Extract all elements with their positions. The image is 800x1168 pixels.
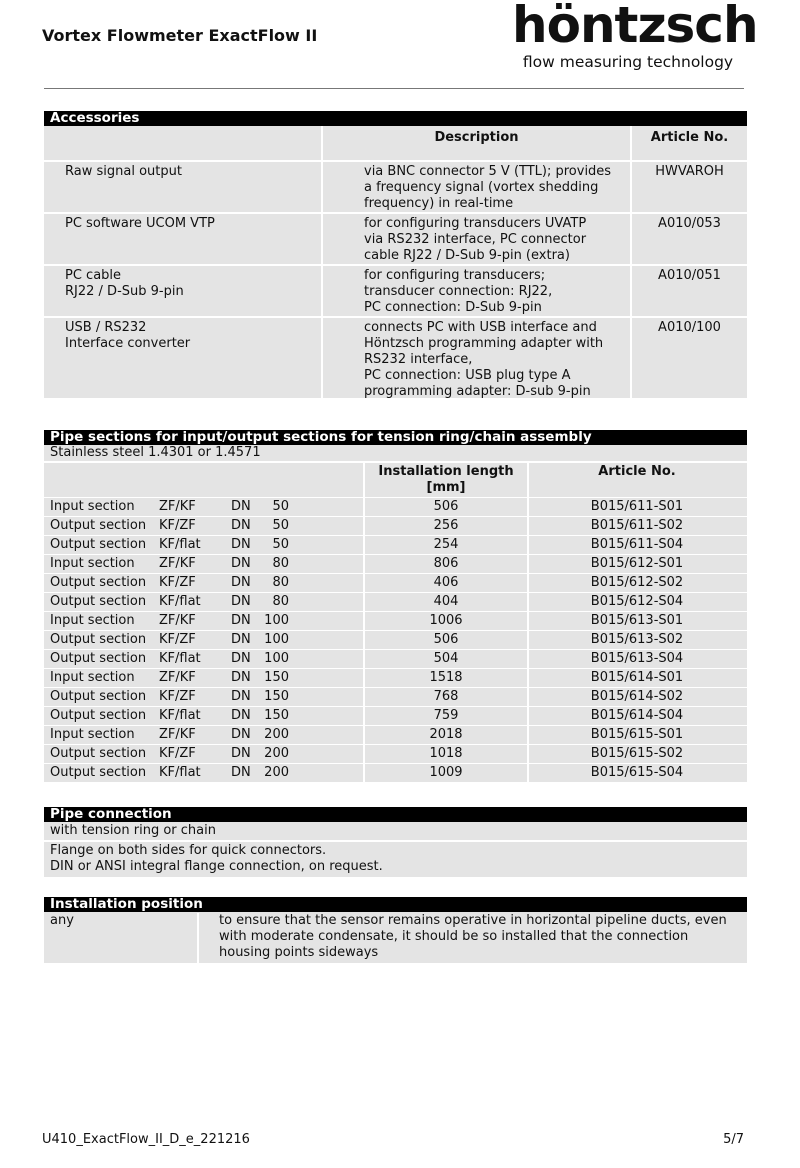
- pipe-section-designation: [44, 631, 365, 649]
- connection-type: KF/flat: [159, 765, 201, 780]
- nominal-diameter: 150: [264, 689, 289, 704]
- installation-text-line: with moderate condensate, it should be so installed that the connection: [219, 929, 689, 944]
- section-type: Input section: [50, 499, 135, 514]
- column-article-no: Article No.: [650, 130, 729, 145]
- installation-position-text: [199, 913, 739, 963]
- nominal-diameter: 100: [264, 651, 289, 666]
- pipe-sections-header-row: [44, 463, 747, 497]
- nominal-diameter: 50: [272, 537, 289, 552]
- installation-length: 1009: [365, 764, 529, 782]
- pipe-connection-table: [44, 807, 747, 877]
- nominal-diameter: 80: [272, 594, 289, 609]
- connection-type: ZF/KF: [159, 556, 196, 571]
- accessory-description-line: via RS232 interface, PC connector: [364, 232, 587, 247]
- pipe-sections-body: [44, 498, 747, 782]
- pipe-connection-line-1: with tension ring or chain: [44, 822, 747, 842]
- accessory-description: [323, 214, 632, 264]
- connection-type: KF/flat: [159, 708, 201, 723]
- accessory-row: [44, 266, 747, 318]
- accessory-row: [44, 214, 747, 266]
- pipe-section-article-no: B015/611-S02: [590, 518, 684, 533]
- pipe-section-row: [44, 517, 747, 535]
- accessory-description-line: for configuring transducers UVATP: [364, 216, 587, 231]
- connection-type: ZF/KF: [159, 670, 196, 685]
- nominal-diameter: 200: [264, 746, 289, 761]
- hontzsch-logo: [512, 0, 758, 72]
- pipe-section-designation: [44, 517, 365, 535]
- installation-length: 406: [365, 574, 529, 592]
- nominal-diameter-label: DN: [231, 575, 251, 590]
- nominal-diameter: 150: [264, 708, 289, 723]
- pipe-section-designation: [44, 536, 365, 554]
- accessory-name: [44, 318, 323, 398]
- pipe-section-designation: [44, 726, 365, 744]
- accessory-description-line: RS232 interface,: [364, 352, 473, 367]
- connection-type: KF/ZF: [159, 518, 196, 533]
- pipe-section-article-no: B015/612-S02: [590, 575, 684, 590]
- section-type: Input section: [50, 613, 135, 628]
- pipe-section-designation: [44, 593, 365, 611]
- pipe-section-designation: [44, 612, 365, 630]
- pipe-connection-line-2: Flange on both sides for quick connectors.: [50, 843, 327, 858]
- accessory-description-line: transducer connection: RJ22,: [364, 284, 553, 299]
- accessory-description-line: a frequency signal (vortex shedding: [364, 180, 599, 195]
- pipe-section-article-no: B015/614-S01: [590, 670, 684, 685]
- accessories-table: [44, 111, 747, 400]
- pipe-section-row: [44, 707, 747, 725]
- accessory-name: [44, 266, 323, 316]
- nominal-diameter-label: DN: [231, 670, 251, 685]
- accessory-name-line: PC cable: [65, 268, 122, 283]
- accessory-name: [44, 162, 323, 212]
- nominal-diameter: 50: [272, 518, 289, 533]
- pipe-section-row: [44, 726, 747, 744]
- pipe-section-row: [44, 536, 747, 554]
- pipe-section-article-no: B015/612-S04: [590, 594, 684, 609]
- installation-length: 759: [365, 707, 529, 725]
- pipe-section-article-no: B015/615-S01: [590, 727, 684, 742]
- connection-type: KF/flat: [159, 594, 201, 609]
- pipe-section-designation: [44, 555, 365, 573]
- nominal-diameter-label: DN: [231, 632, 251, 647]
- section-type: Output section: [50, 537, 147, 552]
- pipe-section-row: [44, 498, 747, 516]
- nominal-diameter: 150: [264, 670, 289, 685]
- nominal-diameter: 100: [264, 632, 289, 647]
- nominal-diameter-label: DN: [231, 499, 251, 514]
- installation-length: 404: [365, 593, 529, 611]
- accessory-description-line: connects PC with USB interface and: [364, 320, 597, 335]
- pipe-section-row: [44, 631, 747, 649]
- pipe-section-article-no: B015/614-S04: [590, 708, 684, 723]
- section-type: Output section: [50, 765, 147, 780]
- accessory-name: [44, 214, 323, 264]
- section-type: Output section: [50, 632, 147, 647]
- pipe-section-designation: [44, 669, 365, 687]
- installation-length: 254: [365, 536, 529, 554]
- nominal-diameter: 200: [264, 727, 289, 742]
- pipe-connection-details: [44, 842, 747, 877]
- pipe-section-article-no: B015/613-S01: [590, 613, 684, 628]
- nominal-diameter-label: DN: [231, 594, 251, 609]
- accessory-name-line: Raw signal output: [65, 164, 182, 179]
- pipe-section-designation: [44, 650, 365, 668]
- logo-wordmark: höntzsch: [512, 0, 758, 54]
- section-type: Input section: [50, 727, 135, 742]
- pipe-section-article-no: B015/614-S02: [590, 689, 684, 704]
- installation-position-heading: Installation position: [44, 897, 747, 912]
- pipe-section-designation: [44, 688, 365, 706]
- footer-document-id: U410_ExactFlow_II_D_e_221216: [42, 1132, 250, 1147]
- installation-text-line: housing points sideways: [219, 945, 379, 960]
- nominal-diameter-label: DN: [231, 613, 251, 628]
- accessory-description: [323, 318, 632, 398]
- section-type: Output section: [50, 518, 147, 533]
- accessory-description-line: PC connection: USB plug type A: [364, 368, 571, 383]
- pipe-section-designation: [44, 574, 365, 592]
- nominal-diameter-label: DN: [231, 689, 251, 704]
- pipe-section-row: [44, 745, 747, 763]
- pipe-section-row: [44, 593, 747, 611]
- pipe-section-article-no: B015/615-S02: [590, 746, 684, 761]
- accessory-description-line: for configuring transducers;: [364, 268, 546, 283]
- column-article-no: Article No.: [598, 464, 676, 479]
- pipe-section-row: [44, 574, 747, 592]
- accessory-article-no: HWVAROH: [655, 164, 724, 179]
- pipe-section-row: [44, 764, 747, 782]
- pipe-section-row: [44, 612, 747, 630]
- nominal-diameter-label: DN: [231, 651, 251, 666]
- accessory-description-line: frequency) in real-time: [364, 196, 514, 211]
- connection-type: ZF/KF: [159, 499, 196, 514]
- header-divider: [44, 88, 744, 89]
- connection-type: ZF/KF: [159, 613, 196, 628]
- installation-length: 504: [365, 650, 529, 668]
- connection-type: KF/ZF: [159, 632, 196, 647]
- section-type: Input section: [50, 556, 135, 571]
- column-installation-length-line1: Installation length: [378, 464, 514, 479]
- installation-position-table: [44, 897, 747, 963]
- connection-type: KF/ZF: [159, 575, 196, 590]
- connection-type: KF/ZF: [159, 746, 196, 761]
- nominal-diameter-label: DN: [231, 518, 251, 533]
- nominal-diameter: 200: [264, 765, 289, 780]
- column-installation-length-line2: [mm]: [426, 480, 466, 495]
- nominal-diameter: 80: [272, 575, 289, 590]
- footer-page-number: 5/7: [723, 1132, 744, 1147]
- accessory-name-line: PC software UCOM VTP: [65, 216, 215, 231]
- material-note: Stainless steel 1.4301 or 1.4571: [44, 445, 747, 463]
- accessories-body: [44, 162, 747, 400]
- section-type: Output section: [50, 708, 147, 723]
- pipe-section-designation: [44, 745, 365, 763]
- pipe-section-row: [44, 688, 747, 706]
- section-type: Output section: [50, 575, 147, 590]
- accessory-description-line: programming adapter: D-sub 9-pin: [364, 384, 591, 399]
- installation-position-label: any: [44, 913, 199, 963]
- accessory-description-line: cable RJ22 / D-Sub 9-pin (extra): [364, 248, 570, 263]
- pipe-connection-line-3: DIN or ANSI integral flange connection, on request.: [50, 859, 383, 874]
- installation-position-row: [44, 912, 747, 963]
- pipe-sections-table: [44, 430, 747, 782]
- nominal-diameter-label: DN: [231, 746, 251, 761]
- nominal-diameter: 50: [272, 499, 289, 514]
- section-type: Output section: [50, 689, 147, 704]
- nominal-diameter: 100: [264, 613, 289, 628]
- installation-length: 1018: [365, 745, 529, 763]
- accessory-name-line: Interface converter: [65, 336, 191, 351]
- accessory-article-no: A010/051: [658, 268, 721, 283]
- pipe-section-row: [44, 555, 747, 573]
- pipe-section-article-no: B015/611-S04: [590, 537, 684, 552]
- accessory-description: [323, 266, 632, 316]
- pipe-section-row: [44, 669, 747, 687]
- pipe-section-designation: [44, 764, 365, 782]
- installation-length: 806: [365, 555, 529, 573]
- pipe-connection-heading: Pipe connection: [44, 807, 747, 822]
- connection-type: ZF/KF: [159, 727, 196, 742]
- nominal-diameter-label: DN: [231, 708, 251, 723]
- logo-tagline: flow measuring technology: [522, 53, 734, 71]
- accessory-article-no: A010/100: [658, 320, 721, 335]
- connection-type: KF/flat: [159, 651, 201, 666]
- column-installation-length: [365, 463, 529, 497]
- installation-text-line: to ensure that the sensor remains operative in horizontal pipeline ducts, even: [219, 913, 727, 928]
- section-type: Output section: [50, 651, 147, 666]
- pipe-section-article-no: B015/615-S04: [590, 765, 684, 780]
- section-type: Output section: [50, 746, 147, 761]
- accessories-heading: Accessories: [44, 111, 747, 126]
- connection-type: KF/ZF: [159, 689, 196, 704]
- accessory-name-line: RJ22 / D-Sub 9-pin: [65, 284, 184, 299]
- pipe-section-article-no: B015/613-S02: [590, 632, 684, 647]
- pipe-section-article-no: B015/613-S04: [590, 651, 684, 666]
- accessory-description: [323, 162, 632, 212]
- accessory-row: [44, 162, 747, 214]
- accessory-description-line: via BNC connector 5 V (TTL); provides: [364, 164, 612, 179]
- accessory-article-no: A010/053: [658, 216, 721, 231]
- connection-type: KF/flat: [159, 537, 201, 552]
- accessory-description-line: Höntzsch programming adapter with: [364, 336, 604, 351]
- nominal-diameter-label: DN: [231, 765, 251, 780]
- installation-length: 256: [365, 517, 529, 535]
- section-type: Output section: [50, 594, 147, 609]
- column-description: Description: [323, 126, 632, 160]
- nominal-diameter-label: DN: [231, 727, 251, 742]
- accessory-row: [44, 318, 747, 400]
- accessory-description-line: PC connection: D-Sub 9-pin: [364, 300, 542, 315]
- nominal-diameter: 80: [272, 556, 289, 571]
- pipe-section-article-no: B015/611-S01: [590, 499, 684, 514]
- nominal-diameter-label: DN: [231, 556, 251, 571]
- pipe-section-designation: [44, 707, 365, 725]
- installation-length: 506: [365, 631, 529, 649]
- installation-length: 1006: [365, 612, 529, 630]
- pipe-sections-heading: Pipe sections for input/output sections for tension ring/chain assembly: [44, 430, 747, 445]
- installation-length: 2018: [365, 726, 529, 744]
- document-title: Vortex Flowmeter ExactFlow II: [42, 26, 318, 45]
- pipe-section-designation: [44, 498, 365, 516]
- installation-length: 768: [365, 688, 529, 706]
- accessory-name-line: USB / RS232: [65, 320, 147, 335]
- accessories-header-row: [44, 126, 747, 162]
- pipe-section-article-no: B015/612-S01: [590, 556, 684, 571]
- nominal-diameter-label: DN: [231, 537, 251, 552]
- section-type: Input section: [50, 670, 135, 685]
- installation-length: 1518: [365, 669, 529, 687]
- pipe-section-row: [44, 650, 747, 668]
- installation-length: 506: [365, 498, 529, 516]
